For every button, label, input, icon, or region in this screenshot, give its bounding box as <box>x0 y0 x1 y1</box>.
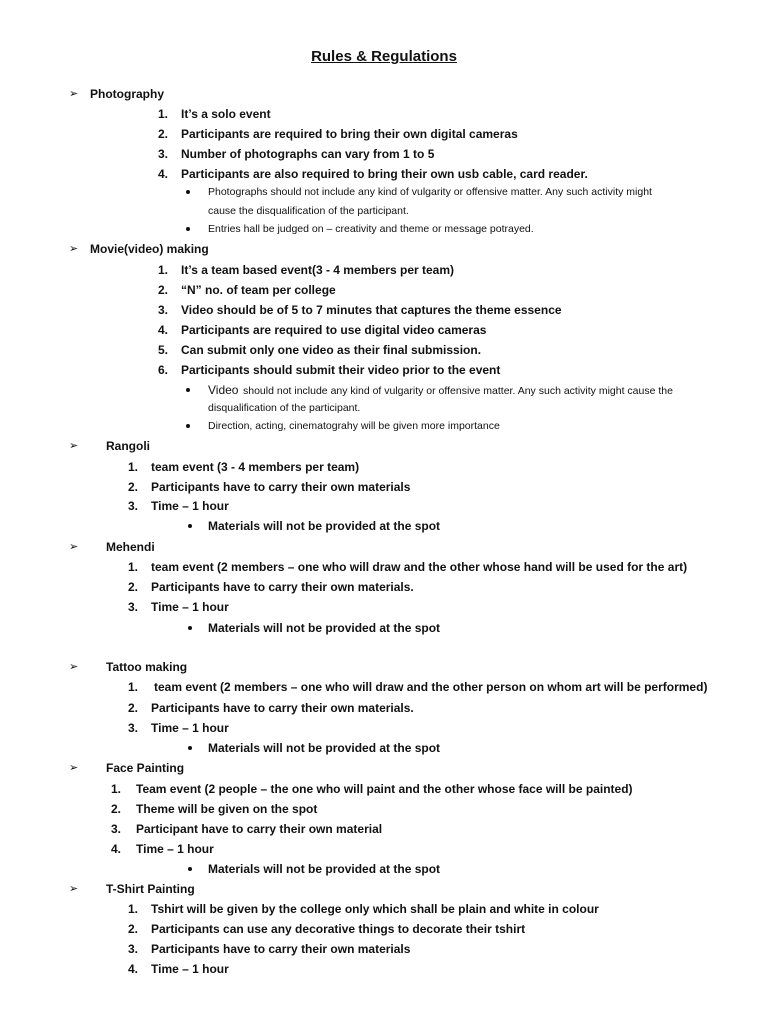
item-number: 2. <box>127 701 138 715</box>
bullet-dot-icon <box>186 388 190 392</box>
item-number: 3. <box>110 822 121 836</box>
list-item: It’s a solo event <box>181 107 271 121</box>
arrow-bullet-icon: ➢ <box>69 88 79 100</box>
section-heading-movie-making: Movie(video) making <box>90 242 209 256</box>
arrow-bullet-icon: ➢ <box>69 883 79 895</box>
list-item: team event (3 - 4 members per team) <box>151 460 360 474</box>
arrow-bullet-icon: ➢ <box>69 541 79 553</box>
list-item: Participants should submit their video prior to the event <box>181 363 501 377</box>
list-item: Participants have to carry their own materials <box>151 480 411 494</box>
list-item: Participants are required to use digital video cameras <box>181 323 487 337</box>
bullet-item: Entries hall be judged on – creativity and theme or message potrayed. <box>208 223 534 235</box>
bullet-item: Photographs should not include any kind of vulgarity or offensive matter. Any such activity might <box>208 186 652 198</box>
list-item: Time – 1 hour <box>151 600 229 614</box>
list-item: team event (2 members – one who will draw and the other whose hand will be used for the art) <box>151 560 688 574</box>
page-title: Rules & Regulations <box>311 48 457 65</box>
arrow-bullet-icon: ➢ <box>69 762 79 774</box>
section-heading-tattoo-making: Tattoo making <box>106 660 188 674</box>
item-number: 4. <box>157 167 168 181</box>
item-number: 3. <box>127 499 138 513</box>
bullet-dot-icon <box>188 626 192 630</box>
arrow-bullet-icon: ➢ <box>69 243 79 255</box>
bullet-item: Materials will not be provided at the spot <box>208 741 441 755</box>
item-number: 1. <box>110 782 121 796</box>
bullet-item: Materials will not be provided at the spot <box>208 519 441 533</box>
item-number: 3. <box>157 147 168 161</box>
bullet-dot-icon <box>188 746 192 750</box>
item-number: 1. <box>127 902 138 916</box>
item-number: 2. <box>110 802 121 816</box>
bullet-dot-icon <box>186 190 190 194</box>
list-item: Team event (2 people – the one who will paint and the other whose face will be painted) <box>136 782 633 796</box>
item-number: 1. <box>157 263 168 277</box>
list-item: Participants have to carry their own materials <box>151 942 411 956</box>
item-number: 1. <box>127 680 138 694</box>
bullet-item: Direction, acting, cinematograhy will be given more importance <box>208 420 500 432</box>
section-heading-tshirt-painting: T-Shirt Painting <box>106 882 195 896</box>
list-item: Tshirt will be given by the college only which shall be plain and white in colour <box>151 902 599 916</box>
list-item: Participant have to carry their own material <box>136 822 383 836</box>
item-number: 2. <box>157 127 168 141</box>
list-item: Participants are required to bring their own digital cameras <box>181 127 518 141</box>
bullet-item: Materials will not be provided at the spot <box>208 862 441 876</box>
bullet-item-continuation: disqualification of the participant. <box>208 402 361 414</box>
bullet-dot-icon <box>188 524 192 528</box>
list-item: Time – 1 hour <box>151 962 229 976</box>
item-number: 1. <box>127 460 138 474</box>
list-item: Time – 1 hour <box>151 499 229 513</box>
list-item: Time – 1 hour <box>136 842 214 856</box>
item-number: 3. <box>127 600 138 614</box>
bullet-item: should not include any kind of vulgarity or offensive matter. Any such activity might cause the <box>243 385 673 397</box>
item-number: 2. <box>127 480 138 494</box>
bullet-item: Materials will not be provided at the spot <box>208 621 441 635</box>
section-heading-mehendi: Mehendi <box>106 540 155 554</box>
item-number: 6. <box>157 363 168 377</box>
bullet-lead-word: Video <box>208 383 239 397</box>
item-number: 1. <box>127 560 138 574</box>
item-number: 3. <box>157 303 168 317</box>
item-number: 4. <box>110 842 121 856</box>
list-item: Participants have to carry their own materials. <box>151 580 414 594</box>
arrow-bullet-icon: ➢ <box>69 661 79 673</box>
item-number: 1. <box>157 107 168 121</box>
bullet-dot-icon <box>188 867 192 871</box>
item-number: 2. <box>127 580 138 594</box>
list-item: “N” no. of team per college <box>181 283 336 297</box>
bullet-dot-icon <box>186 227 190 231</box>
item-number: 4. <box>127 962 138 976</box>
arrow-bullet-icon: ➢ <box>69 440 79 452</box>
section-heading-rangoli: Rangoli <box>106 439 150 453</box>
item-number: 3. <box>127 721 138 735</box>
list-item: Number of photographs can vary from 1 to 5 <box>181 147 435 161</box>
bullet-dot-icon <box>186 424 190 428</box>
item-number: 4. <box>157 323 168 337</box>
list-item: Participants can use any decorative things to decorate their tshirt <box>151 922 526 936</box>
list-item: Participants are also required to bring their own usb cable, card reader. <box>181 167 588 181</box>
list-item: Theme will be given on the spot <box>136 802 318 816</box>
list-item: Participants have to carry their own materials. <box>151 701 414 715</box>
list-item: It’s a team based event(3 - 4 members per team) <box>181 263 454 277</box>
item-number: 2. <box>157 283 168 297</box>
bullet-item-continuation: cause the disqualification of the participant. <box>208 205 409 217</box>
section-heading-face-painting: Face Painting <box>106 761 185 775</box>
section-heading-photography: Photography <box>90 87 164 101</box>
list-item: team event (2 members – one who will draw and the other person on whom art will be performed) <box>154 680 708 694</box>
item-number: 3. <box>127 942 138 956</box>
list-item: Video should be of 5 to 7 minutes that captures the theme essence <box>181 303 562 317</box>
list-item: Can submit only one video as their final submission. <box>181 343 482 357</box>
list-item: Time – 1 hour <box>151 721 229 735</box>
item-number: 2. <box>127 922 138 936</box>
item-number: 5. <box>157 343 168 357</box>
